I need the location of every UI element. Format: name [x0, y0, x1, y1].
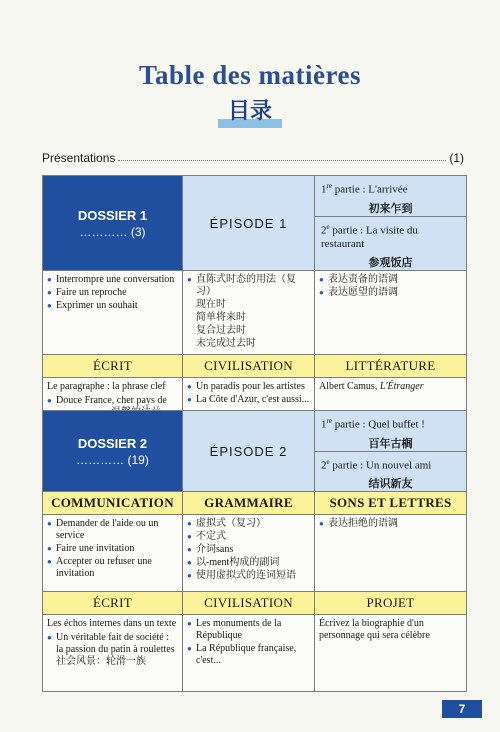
d2-header-grammaire: GRAMMAIRE: [183, 492, 315, 515]
list-item: 复合过去时: [196, 325, 246, 337]
d1-communication: [43, 271, 183, 355]
list-item: ● Faire un reproche: [47, 287, 178, 299]
list-item: ● 表达责备的语调: [319, 274, 462, 286]
d1-grammaire: [183, 271, 315, 355]
list-item: 现在时: [196, 299, 226, 311]
leader-dots: [118, 160, 446, 161]
dossier-1-page: ………… (3): [79, 224, 146, 239]
dossier-2-page: ………… (19): [76, 452, 149, 467]
list-item: ● 不定式: [187, 531, 310, 543]
presentations-entry[interactable]: [42, 151, 464, 165]
episode-2-cell[interactable]: ÉPISODE 2: [183, 411, 315, 492]
d1-sons: [315, 271, 467, 355]
list-item: ● 虚拟式（复习）: [187, 518, 310, 530]
page-subtitle: 目录: [212, 92, 288, 125]
dossier-1-cell[interactable]: [43, 176, 183, 271]
d2-partie-2[interactable]: 2e partie : Un nouvel ami 结识新友: [315, 451, 467, 492]
list-item: ● 介词sans: [187, 544, 310, 556]
d2-civilisation: [183, 615, 315, 692]
page-number: 7: [442, 700, 482, 718]
list-item: ● La République française, c'est...: [187, 643, 310, 667]
list-item: ● Douce France, cher pays de: [47, 395, 178, 431]
episode-1-cell[interactable]: ÉPISODE 1: [183, 176, 315, 271]
d1-header-civilisation: CIVILISATION: [183, 355, 315, 378]
list-item: ● Exprimer un souhait: [47, 300, 178, 312]
list-item: ● 直陈式时态的用法（复习）: [187, 274, 310, 298]
list-item: ● Faire une invitation: [47, 543, 178, 555]
d2-header-communication: COMMUNICATION: [43, 492, 183, 515]
d1-header-ecrit: ÉCRIT: [43, 355, 183, 378]
list-item: ● 表达拒绝的语调: [319, 518, 462, 530]
list-item: 简单将来时: [196, 312, 246, 324]
d1-partie-2[interactable]: 2e partie : La visite du restaurant 参观饭店: [315, 216, 467, 271]
dossier-2-title: DOSSIER 2: [77, 435, 148, 451]
d2-header-projet: PROJET: [315, 592, 467, 615]
list-item: ● Interrompre une conversation: [47, 274, 178, 286]
presentations-label: Présentations: [42, 151, 116, 165]
list-item: ● 表达愿望的语调: [319, 287, 462, 299]
d2-header-ecrit: ÉCRIT: [43, 592, 183, 615]
list-item: ● 以-ment构成的副词: [187, 557, 310, 569]
d1-ecrit: Le paragraphe : la phrase clef ● Douce France, cher pays de: [43, 378, 183, 455]
list-item: ● Les monuments de la République: [187, 618, 310, 642]
list-item: ● Un paradis pour les artistes: [187, 381, 310, 393]
d1-litterature: Albert Camus, L'Étranger: [315, 378, 467, 455]
d2-header-civilisation: CIVILISATION: [183, 592, 315, 615]
d2-sons: [315, 515, 467, 592]
dossier-2-cell[interactable]: [43, 411, 183, 492]
d2-grammaire: [183, 515, 315, 592]
d2-partie-1[interactable]: 1re partie : Quel buffet ! 百年古榈: [315, 411, 467, 452]
d2-header-sons: SONS ET LETTRES: [315, 492, 467, 515]
presentations-page: (1): [449, 151, 464, 165]
page-title: Table des matières: [139, 60, 361, 90]
list-item: ● 使用虚拟式的连词短语: [187, 570, 310, 582]
d2-ecrit: Les échos internes dans un texte ● Un véritable fait de société : la passion du patin à roulettes 社会风景：轮滑一族: [43, 615, 183, 692]
d2-communication: [43, 515, 183, 592]
list-item: ● La Côte d'Azur, c'est aussi...: [187, 394, 310, 406]
d2-projet: Écrivez la biographie d'un personnage qui sera célèbre: [315, 615, 467, 692]
d1-partie-1[interactable]: 1re partie : L'arrivée 初来乍到: [315, 176, 467, 217]
list-item: ● Accepter ou refuser une invitation: [47, 556, 178, 580]
dossier-2-table: [42, 410, 467, 692]
list-item: ● Demander de l'aide ou un service: [47, 518, 178, 542]
dossier-1-title: DOSSIER 1: [77, 207, 148, 223]
list-item: ● Un véritable fait de société : la passion du patin à roulettes 社会风景：轮滑一族: [47, 632, 178, 668]
list-item: 未完成过去时: [196, 338, 256, 350]
d1-header-litterature: LITTÉRATURE: [315, 355, 467, 378]
